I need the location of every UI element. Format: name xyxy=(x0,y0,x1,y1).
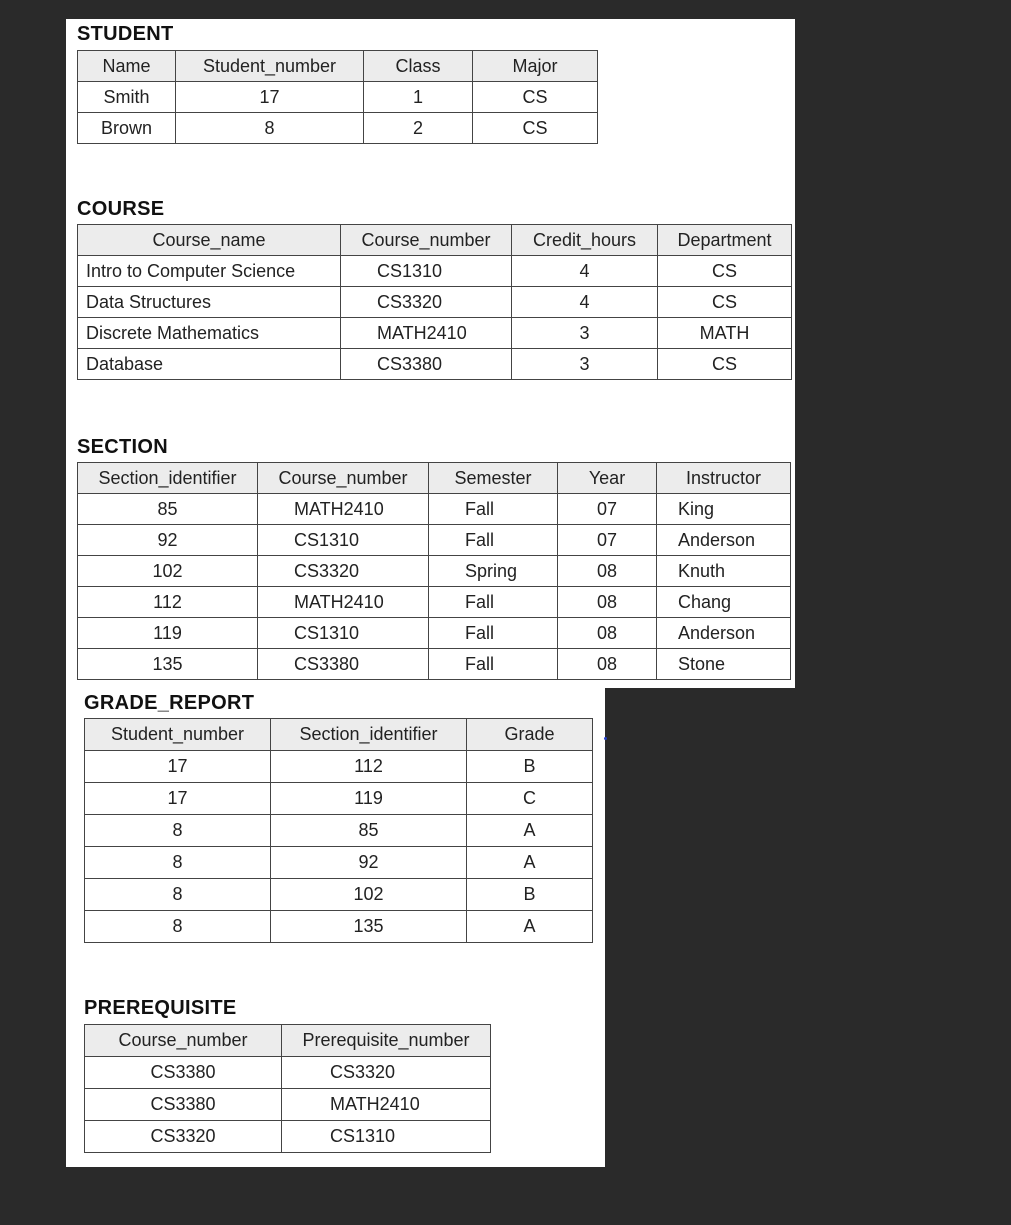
table-cell: 119 xyxy=(78,618,258,649)
table-cell: Database xyxy=(78,349,341,380)
column-header: Section_identifier xyxy=(271,719,467,751)
table-header-row xyxy=(78,51,598,82)
prerequisite-table-title: PREREQUISITE xyxy=(84,997,237,1019)
table-cell: MATH2410 xyxy=(341,318,512,349)
table-cell: 08 xyxy=(558,618,657,649)
table-row xyxy=(85,751,593,783)
table-cell: B xyxy=(467,751,593,783)
table-cell: 17 xyxy=(85,751,271,783)
table-cell: 112 xyxy=(271,751,467,783)
table-row xyxy=(78,287,792,318)
column-header: Name xyxy=(78,51,176,82)
table-cell: 8 xyxy=(85,847,271,879)
table-cell: 08 xyxy=(558,649,657,680)
table-cell: CS1310 xyxy=(341,256,512,287)
table-cell: CS xyxy=(473,82,598,113)
table-row xyxy=(78,556,791,587)
table-cell: 1 xyxy=(364,82,473,113)
column-header: Year xyxy=(558,463,657,494)
table-cell: 4 xyxy=(512,287,658,318)
table-cell: A xyxy=(467,911,593,943)
column-header: Course_number xyxy=(258,463,429,494)
table-cell: 102 xyxy=(271,879,467,911)
table-cell: 8 xyxy=(85,815,271,847)
table-cell: 85 xyxy=(271,815,467,847)
table-cell: CS xyxy=(658,349,792,380)
table-row xyxy=(85,1089,491,1121)
table-cell: 17 xyxy=(85,783,271,815)
table-row xyxy=(78,618,791,649)
table-cell: CS3380 xyxy=(85,1057,282,1089)
table-cell: C xyxy=(467,783,593,815)
table-cell: 4 xyxy=(512,256,658,287)
table-cell: 8 xyxy=(176,113,364,144)
table-cell: 08 xyxy=(558,556,657,587)
table-cell: Anderson xyxy=(657,618,791,649)
table-row xyxy=(78,113,598,144)
column-header: Course_number xyxy=(85,1025,282,1057)
table-cell: Stone xyxy=(657,649,791,680)
table-cell: MATH2410 xyxy=(282,1089,491,1121)
student-table-title: STUDENT xyxy=(77,23,174,45)
column-header: Semester xyxy=(429,463,558,494)
table-cell: 92 xyxy=(271,847,467,879)
grade-report-table xyxy=(84,718,593,943)
student-table xyxy=(77,50,598,144)
table-cell: Fall xyxy=(429,525,558,556)
table-row xyxy=(85,815,593,847)
table-cell: Data Structures xyxy=(78,287,341,318)
table-row xyxy=(78,349,792,380)
table-cell: CS3320 xyxy=(85,1121,282,1153)
table-cell: Chang xyxy=(657,587,791,618)
column-header: Credit_hours xyxy=(512,225,658,256)
table-cell: Spring xyxy=(429,556,558,587)
table-row xyxy=(85,783,593,815)
table-cell: MATH2410 xyxy=(258,587,429,618)
column-header: Major xyxy=(473,51,598,82)
table-header-row xyxy=(78,463,791,494)
table-cell: CS3320 xyxy=(258,556,429,587)
table-cell: B xyxy=(467,879,593,911)
table-cell: Anderson xyxy=(657,525,791,556)
course-table xyxy=(77,224,792,380)
cursor-dot xyxy=(604,737,607,740)
table-cell: 119 xyxy=(271,783,467,815)
column-header: Grade xyxy=(467,719,593,751)
table-cell: Fall xyxy=(429,587,558,618)
table-row xyxy=(85,1121,491,1153)
table-row xyxy=(78,525,791,556)
table-cell: Smith xyxy=(78,82,176,113)
table-cell: Fall xyxy=(429,494,558,525)
table-cell: CS3380 xyxy=(85,1089,282,1121)
table-cell: 85 xyxy=(78,494,258,525)
table-header-row xyxy=(85,719,593,751)
table-row xyxy=(85,1057,491,1089)
table-cell: MATH xyxy=(658,318,792,349)
table-row xyxy=(78,587,791,618)
column-header: Section_identifier xyxy=(78,463,258,494)
table-cell: Brown xyxy=(78,113,176,144)
grade-report-table-title: GRADE_REPORT xyxy=(84,692,255,714)
column-header: Class xyxy=(364,51,473,82)
table-cell: 07 xyxy=(558,525,657,556)
table-row xyxy=(78,318,792,349)
table-cell: CS3380 xyxy=(258,649,429,680)
table-row xyxy=(78,256,792,287)
table-cell: A xyxy=(467,847,593,879)
table-row xyxy=(85,879,593,911)
table-cell: Fall xyxy=(429,649,558,680)
table-cell: 08 xyxy=(558,587,657,618)
table-row xyxy=(85,911,593,943)
column-header: Instructor xyxy=(657,463,791,494)
table-cell: 135 xyxy=(78,649,258,680)
table-cell: CS1310 xyxy=(258,618,429,649)
section-table xyxy=(77,462,791,680)
table-row xyxy=(78,649,791,680)
table-cell: Intro to Computer Science xyxy=(78,256,341,287)
table-cell: CS3380 xyxy=(341,349,512,380)
course-table-title: COURSE xyxy=(77,198,165,220)
column-header: Student_number xyxy=(176,51,364,82)
table-cell: 8 xyxy=(85,911,271,943)
table-header-row xyxy=(78,225,792,256)
table-cell: CS xyxy=(658,256,792,287)
column-header: Student_number xyxy=(85,719,271,751)
column-header: Prerequisite_number xyxy=(282,1025,491,1057)
table-cell: CS xyxy=(473,113,598,144)
table-cell: 3 xyxy=(512,349,658,380)
table-cell: 8 xyxy=(85,879,271,911)
table-cell: CS3320 xyxy=(282,1057,491,1089)
table-row xyxy=(78,494,791,525)
table-cell: 102 xyxy=(78,556,258,587)
table-cell: 135 xyxy=(271,911,467,943)
column-header: Course_name xyxy=(78,225,341,256)
section-table-title: SECTION xyxy=(77,436,168,458)
table-cell: 92 xyxy=(78,525,258,556)
table-cell: MATH2410 xyxy=(258,494,429,525)
column-header: Course_number xyxy=(341,225,512,256)
prerequisite-table xyxy=(84,1024,491,1153)
table-cell: King xyxy=(657,494,791,525)
table-cell: CS1310 xyxy=(282,1121,491,1153)
table-cell: 112 xyxy=(78,587,258,618)
table-cell: 07 xyxy=(558,494,657,525)
table-cell: 17 xyxy=(176,82,364,113)
table-cell: Fall xyxy=(429,618,558,649)
table-cell: CS3320 xyxy=(341,287,512,318)
table-cell: CS xyxy=(658,287,792,318)
table-row xyxy=(85,847,593,879)
table-header-row xyxy=(85,1025,491,1057)
table-row xyxy=(78,82,598,113)
table-cell: Knuth xyxy=(657,556,791,587)
table-cell: CS1310 xyxy=(258,525,429,556)
table-cell: A xyxy=(467,815,593,847)
column-header: Department xyxy=(658,225,792,256)
table-cell: 3 xyxy=(512,318,658,349)
table-cell: 2 xyxy=(364,113,473,144)
table-cell: Discrete Mathematics xyxy=(78,318,341,349)
